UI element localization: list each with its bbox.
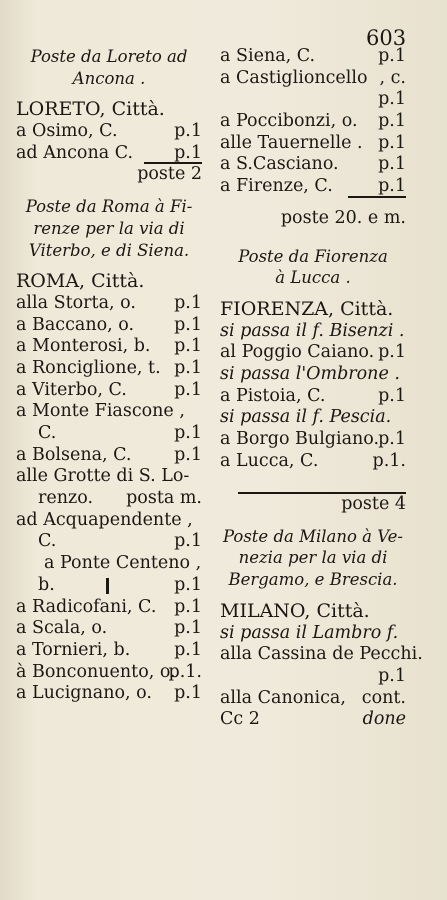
stage-row: a Radicofani, C. p.1 xyxy=(16,596,202,617)
stage-row: alla Cassina de Pecchi. xyxy=(220,644,423,665)
stage-row: alle Tauernelle . p.1 xyxy=(220,132,406,153)
stage-row: a Osimo, C. p.1 xyxy=(16,121,202,142)
stage-row: a Pistoia, C. p.1 xyxy=(220,385,406,406)
page-footer xyxy=(220,709,406,731)
stage-row: a Viterbo, C. p.1 xyxy=(16,379,202,400)
route-heading: à Lucca . xyxy=(275,268,351,288)
route-heading: nezia per la via di xyxy=(238,548,388,568)
route-total: poste 4 xyxy=(341,494,406,515)
route-heading: Viterbo, e di Siena. xyxy=(28,240,190,260)
stage-row: alla Canonica, cont. xyxy=(220,687,406,708)
stage-row: a Siena, C. p.1 xyxy=(220,46,406,66)
city-heading: MILANO, Città. xyxy=(220,599,370,622)
city-heading: LORETO, Città. xyxy=(16,98,165,121)
stage-row: alla Storta, o. p.1 xyxy=(16,292,202,313)
note-row: si passa l'Ombrone . xyxy=(220,363,400,384)
stage-row: alle Grotte di S. Lo- xyxy=(16,466,190,487)
stage-row: a Ponte Centeno , xyxy=(44,553,202,574)
stage-row: a Scala, o. p.1 xyxy=(16,618,202,639)
route-total: poste 20. e m. xyxy=(280,207,406,228)
stage-row: a Monterosi, b. p.1 xyxy=(16,336,202,357)
stage-row: a Ronciglione, t. p.1 xyxy=(16,357,202,378)
stage-row: a S.Casciano. p.1 xyxy=(220,154,406,175)
note-row: si passa il f. Bisenzi . xyxy=(220,320,405,341)
page-number: 603 xyxy=(366,26,407,50)
route-heading: Ancona . xyxy=(72,68,146,88)
stage-row: b. p.1 xyxy=(38,574,202,595)
stage-row: a Tornieri, b. p.1 xyxy=(16,639,202,660)
note-row: si passa il Lambro f. xyxy=(220,622,399,643)
stage-row: a Baccano, o. p.1 xyxy=(16,314,202,335)
stage-row: a Lucignano, o. p.1 xyxy=(16,683,202,704)
route-heading: renze per la via di xyxy=(33,218,185,238)
stage-row: a Monte Fiascone , xyxy=(16,401,185,422)
route-heading: Poste da Roma à Fi- xyxy=(25,197,193,217)
city-heading: ROMA, Città. xyxy=(16,270,145,293)
note-row: si passa il f. Pescia. xyxy=(220,407,392,428)
stage-row: ad Ancona C. p.1 xyxy=(16,142,202,163)
route-heading: Bergamo, e Brescia. xyxy=(228,570,398,590)
route-heading: Poste da Fiorenza xyxy=(238,246,388,266)
stage-row: ad Acquapendente , xyxy=(16,509,193,530)
stage-row: renzo. posta m. xyxy=(38,488,202,509)
stage-row: a Poccibonzi, o. p.1 xyxy=(220,111,406,132)
stage-row: p.1 xyxy=(378,89,406,110)
ink-mark xyxy=(106,578,109,594)
stage-row: C. p.1 xyxy=(38,423,202,443)
stage-row: a Firenze, C. p.1 xyxy=(220,176,406,197)
signature-mark: Cc 2 xyxy=(220,709,260,730)
route-total: poste 2 xyxy=(137,164,202,185)
stage-row: a Borgo Bulgiano. p.1 xyxy=(220,429,406,449)
catchword: done xyxy=(362,709,406,730)
route-heading: Poste da Milano à Ve- xyxy=(222,526,404,546)
stage-row: al Poggio Caiano. p.1 xyxy=(220,342,406,363)
stage-row: p.1 xyxy=(378,665,406,686)
sum-rule xyxy=(348,196,406,198)
right-column xyxy=(220,46,423,731)
route-heading: Poste da Loreto ad xyxy=(30,47,188,66)
stage-row: a Castiglioncello , c. xyxy=(220,67,406,88)
stage-row: a Bolsena, C. p.1 xyxy=(16,444,202,465)
left-column xyxy=(16,46,202,705)
stage-row: C. p.1 xyxy=(38,531,202,552)
city-heading: FIORENZA, Città. xyxy=(220,297,394,320)
stage-row: à Bonconuento, o. p.1. xyxy=(16,661,202,682)
stage-row: a Lucca, C. p.1. xyxy=(220,450,406,471)
